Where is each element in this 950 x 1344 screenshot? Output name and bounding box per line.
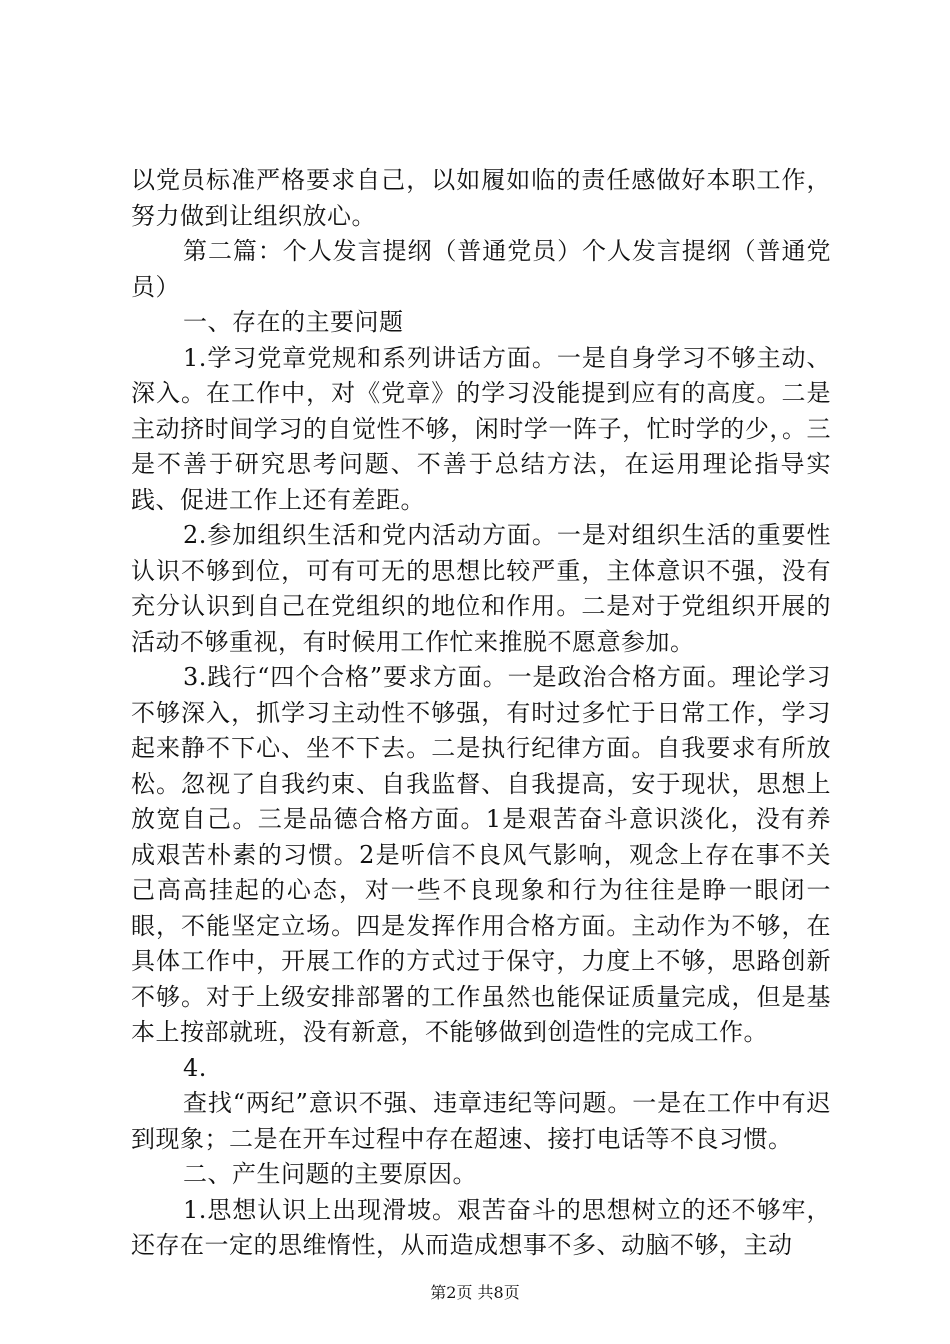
document-body (131, 163, 831, 1264)
paragraph-item-4: 查找“两纪”意识不强、违章违纪等问题。一是在工作中有迟到现象；二是在开车过程中存在超速、接打电话等不良习惯。 (131, 1089, 831, 1153)
paragraph-item-4-number: 4. (183, 1053, 207, 1082)
paragraph-continuation: 以党员标准严格要求自己，以如履如临的责任感做好本职工作，努力做到让组织放心。 (131, 166, 831, 230)
heading-main-problems: 一、存在的主要问题 (183, 308, 404, 336)
paragraph-item-2: 2.参加组织生活和党内活动方面。一是对组织生活的重要性认识不够到位，可有可无的思想比较严重，主体意识不强，没有充分认识到自己在党组织的地位和作用。二是对于党组织开展的活动不够重视，有时候用工作忙来推脱不愿意参加。 (131, 521, 831, 656)
section-title: 第二篇：个人发言提纲（普通党员）个人发言提纲（普通党员） (131, 237, 831, 301)
paragraph-item-3: 3.践行“四个合格”要求方面。一是政治合格方面。理论学习不够深入，抓学习主动性不够强，有时过多忙于日常工作，学习起来静不下心、坐不下去。二是执行纪律方面。自我要求有所放松。忽视了自我约束、自我监督、自我提高，安于现状，思想上放宽自己。三是品德合格方面。1是艰苦奋斗意识淡化，没有养成艰苦朴素的习惯。2是听信不良风气影响，观念上存在事不关己高高挂起的心态，对一些不良现象和行为往往是睁一眼闭一眼，不能坚定立场。四是发挥作用合格方面。主动作为不够，在具体工作中，开展工作的方式过于保守，力度上不够，思路创新不够。对于上级安排部署的工作虽然也能保证质量完成，但是基本上按部就班，没有新意，不能够做到创造性的完成工作。 (131, 663, 831, 1046)
paragraph-item-1: 1.学习党章党规和系列讲话方面。一是自身学习不够主动、深入。在工作中，对《党章》的学习没能提到应有的高度。二是主动挤时间学习的自觉性不够，闲时学一阵子，忙时学的少，。三是不善于研究思考问题、不善于总结方法，在运用理论指导实践、促进工作上还有差距。 (131, 343, 831, 514)
heading-main-causes: 二、产生问题的主要原因。 (183, 1160, 477, 1188)
page-footer (0, 1283, 950, 1303)
page-number: 第2页 共8页 (430, 1283, 520, 1302)
paragraph-cause-1: 1.思想认识上出现滑坡。艰苦奋斗的思想树立的还不够牢，还存在一定的思维惰性，从而造成想事不多、动脑不够，主动 (131, 1195, 831, 1259)
